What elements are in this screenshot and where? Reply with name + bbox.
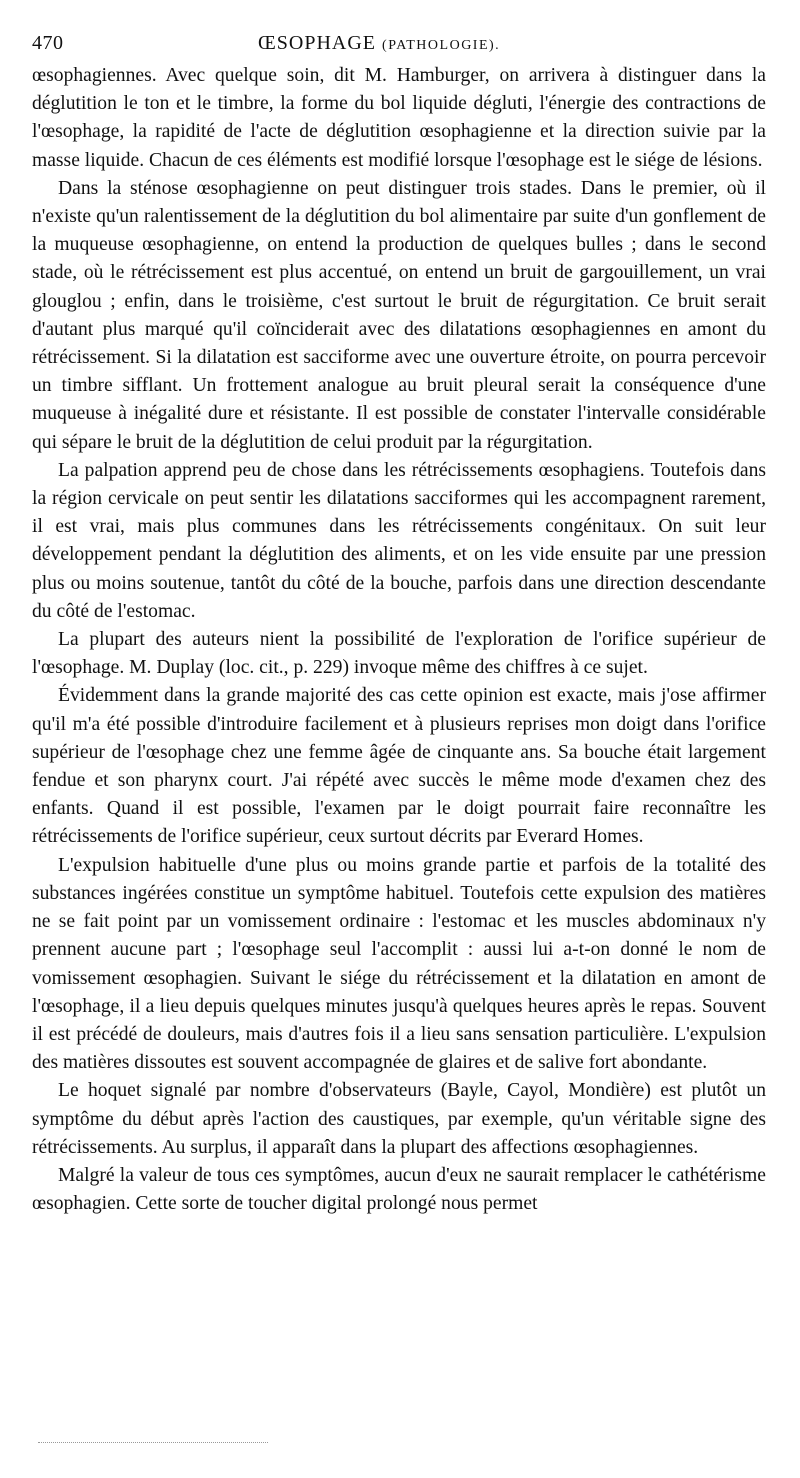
paragraph: Le hoquet signalé par nombre d'observateurs (Bayle, Cayol, Mondière) est plutôt un symptôme du début après l'action des caustiques, par exemple, qu'un véritable signe des rétrécissements. Au surplus, il apparaît dans la plupart des affections œsophagiennes.: [32, 1080, 766, 1158]
body-text: [32, 62, 766, 1218]
document-page: [32, 32, 766, 1218]
paragraph: Évidemment dans la grande majorité des cas cette opinion est exacte, mais j'ose affirmer qu'il m'a été possible d'introduire facilement et à plusieurs reprises mon doigt dans l'orifice supérieur de l'œsophage chez une femme âgée de cinquante ans. Sa bouche était largement fendue et son pharynx court. J'ai répété avec succès le même mode d'examen chez des enfants. Quand il est possible, l'examen par le doigt pourrait faire reconnaître les rétrécissements de l'orifice supérieur, ceux surtout décrits par Everard Homes.: [32, 685, 766, 848]
paragraph: Malgré la valeur de tous ces symptômes, aucun d'eux ne saurait remplacer le cathétérisme œsophagien. Cette sorte de toucher digital prolongé nous permet: [32, 1164, 766, 1215]
page-number: 470: [32, 32, 64, 54]
running-title-main: ŒSOPHAGE: [258, 32, 377, 54]
paragraph: La palpation apprend peu de chose dans les rétrécissements œsophagiens. Toutefois dans la région cervicale on peut sentir les dilatations sacciformes qui les accompagnent rarement, il est vrai, mais plus communes dans les rétrécissements congénitaux. On suit leur développement pendant la déglutition des aliments, et on les vide ensuite par une pression plus ou moins soutenue, tantôt du côté de la bouche, parfois dans une direction descendante du côté de l'estomac.: [32, 459, 766, 622]
page-header: [32, 32, 766, 62]
paragraph: La plupart des auteurs nient la possibilité de l'exploration de l'orifice supérieur de l'œsophage. M. Duplay (loc. cit., p. 229) invoque même des chiffres à ce sujet.: [32, 629, 766, 679]
paragraph: œsophagiennes. Avec quelque soin, dit M. Hamburger, on arrivera à distinguer dans la déglutition le ton et le timbre, la forme du bol liquide dégluti, l'énergie des contractions de l'œsophage, la rapidité de l'acte de déglutition œsophagienne et la direction suivie par la masse liquide. Chacun de ces éléments est modifié lorsque l'œsophage est le siége de lésions.: [32, 65, 766, 171]
paragraph: L'expulsion habituelle d'une plus ou moins grande partie et parfois de la totalité des substances ingérées constitue un symptôme habituel. Toutefois cette expulsion des matières ne se fait point par un vomissement ordinaire : l'estomac et les muscles abdominaux n'y prennent aucune part ; l'œsophage seul l'accomplit : aussi lui a-t-on donné le nom de vomissement œsophagien. Suivant le siége du rétrécissement et la dilatation en amont de l'œsophage, il a lieu depuis quelques minutes jusqu'à quelques heures après le repas. Souvent il est précédé de douleurs, mais d'autres fois il a lieu sans sensation particulière. L'expulsion des matières dissoutes est souvent accompagnée de glaires et de salive fort abondante.: [32, 854, 766, 1074]
running-title-section: (PATHOLOGIE).: [382, 38, 501, 53]
running-title: [258, 32, 500, 55]
footer-dotted-rule: [38, 1442, 268, 1443]
paragraph: Dans la sténose œsophagienne on peut distinguer trois stades. Dans le premier, où il n'existe qu'un ralentissement de la déglutition du bol alimentaire par suite d'un gonflement de la muqueuse œsophagienne, on entend la production de quelques bulles ; dans le second stade, où le rétrécissement est plus accentué, on entend un bruit de gargouillement, un vrai glouglou ; enfin, dans le troisième, c'est surtout le bruit de régurgitation. Ce bruit serait d'autant plus marqué qu'il coïnciderait avec des dilatations œsophagiennes en amont du rétrécissement. Si la dilatation est sacciforme avec une ouverture étroite, on pourra percevoir un timbre sifflant. Un frottement analogue au bruit pleural serait la conséquence d'une muqueuse à inégalité dure et résistante. Il est possible de constater l'intervalle considérable qui sépare le bruit de la déglutition de celui produit par la régurgitation.: [32, 177, 766, 453]
